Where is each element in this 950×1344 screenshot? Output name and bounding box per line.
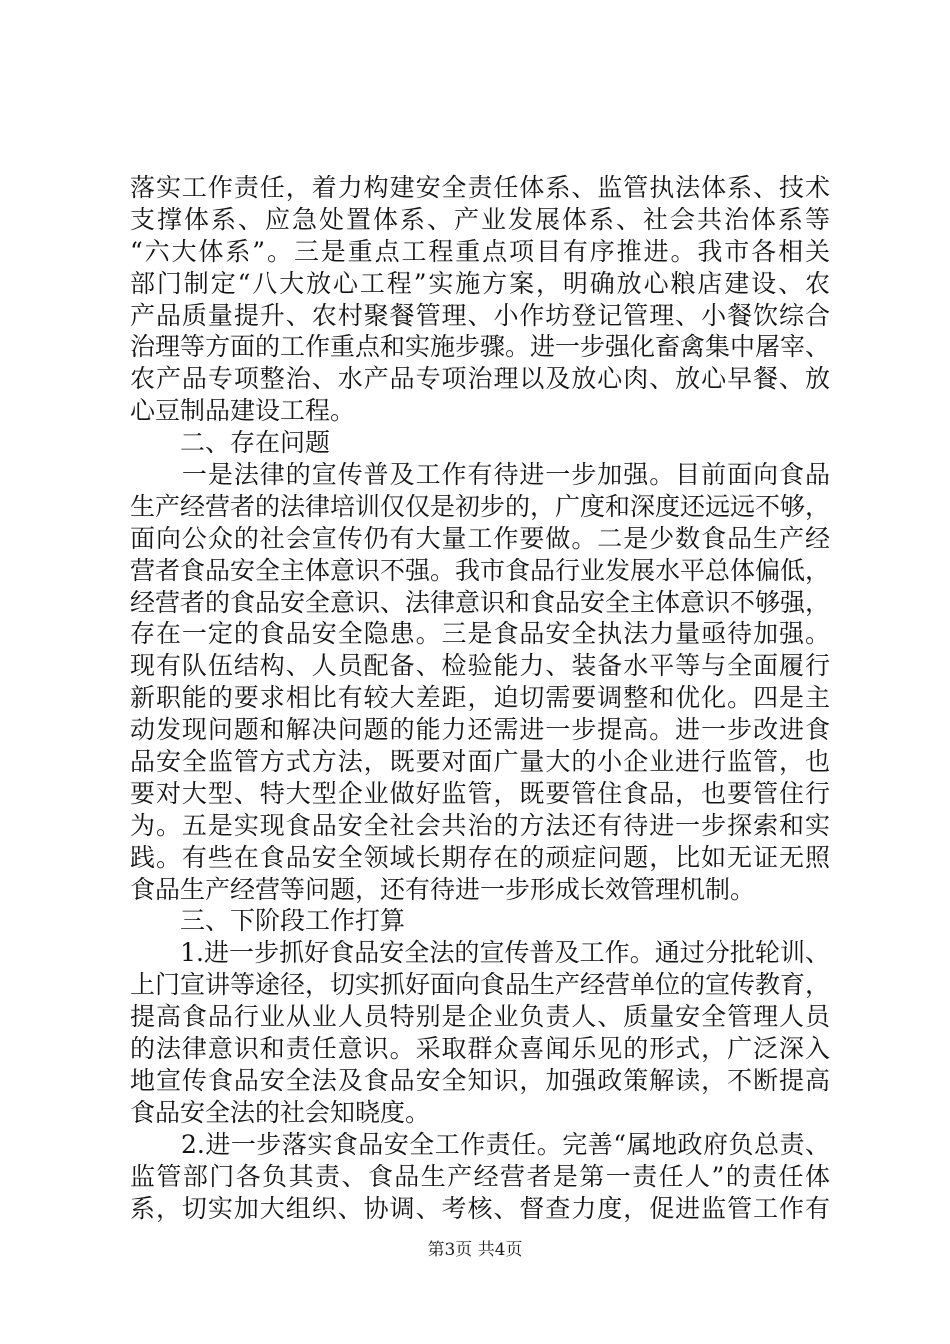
text-line: 食品生产经营等问题，还有待进一步形成长效管理机制。 xyxy=(130,874,756,904)
text-line: 一是法律的宣传普及工作有待进一步加强。目前面向食品 xyxy=(130,460,830,490)
text-line: 1.进一步抓好食品安全法的宣传普及工作。通过分批轮训、 xyxy=(130,938,830,968)
text-line: 品安全监管方式方法，既要对面广量大的小企业进行监管，也 xyxy=(130,747,830,777)
text-line: 要对大型、特大型企业做好监管，既要管住食品，也要管住行 xyxy=(130,778,830,808)
text-line: 部门制定“八大放心工程”实施方案，明确放心粮店建设、农 xyxy=(130,268,830,298)
text-line: 面向公众的社会宣传仍有大量工作要做。二是少数食品生产经 xyxy=(130,523,830,553)
text-line: 治理等方面的工作重点和实施步骤。进一步强化畜禽集中屠宰、 xyxy=(130,332,831,362)
text-line: 落实工作责任，着力构建安全责任体系、监管执法体系、技术 xyxy=(130,173,830,202)
text-line: 动发现问题和解决问题的能力还需进一步提高。进一步改进食 xyxy=(130,715,830,745)
text-line: 的法律意识和责任意识。采取群众喜闻乐见的形式，广泛深入 xyxy=(130,1034,830,1064)
text-line: 提高食品行业从业人员特别是企业负责人、质量安全管理人员 xyxy=(130,1002,830,1032)
text-line: 现有队伍结构、人员配备、检验能力、装备水平等与全面履行 xyxy=(130,651,830,681)
document-body xyxy=(130,172,830,1224)
page-footer: 第3页 共4页 xyxy=(427,1240,523,1260)
text-line: 营者食品安全主体意识不强。我市食品行业发展水平总体偏低， xyxy=(130,555,831,585)
text-line: 产品质量提升、农村聚餐管理、小作坊登记管理、小餐饮综合 xyxy=(130,300,830,330)
text-line: 上门宣讲等途径，切实抓好面向食品生产经营单位的宣传教育， xyxy=(130,970,831,1000)
text-line: 二、存在问题 xyxy=(130,428,331,458)
text-line: 生产经营者的法律培训仅仅是初步的，广度和深度还远远不够， xyxy=(130,491,831,521)
text-line: 食品安全法的社会知晓度。 xyxy=(130,1097,431,1127)
text-line: 2.进一步落实食品安全工作责任。完善“属地政府负总责、 xyxy=(130,1129,830,1159)
text-line: 三、下阶段工作打算 xyxy=(130,906,406,936)
text-line: 支撑体系、应急处置体系、产业发展体系、社会共治体系等 xyxy=(130,204,830,234)
text-line: 地宣传食品安全法及食品安全知识，加强政策解读，不断提高 xyxy=(130,1065,830,1095)
text-line: 践。有些在食品安全领域长期存在的顽症问题，比如无证无照 xyxy=(130,842,830,872)
text-line: “六大体系”。三是重点工程重点项目有序推进。我市各相关 xyxy=(130,236,830,266)
text-line: 存在一定的食品安全隐患。三是食品安全执法力量亟待加强。 xyxy=(130,619,830,649)
text-line: 系，切实加大组织、协调、考核、督查力度，促进监管工作有 xyxy=(130,1193,830,1223)
text-line: 经营者的食品安全意识、法律意识和食品安全主体意识不够强， xyxy=(130,587,831,617)
text-line: 心豆制品建设工程。 xyxy=(130,396,356,426)
text-line: 为。五是实现食品安全社会共治的方法还有待进一步探索和实 xyxy=(130,810,830,840)
text-line: 新职能的要求相比有较大差距，迫切需要调整和优化。四是主 xyxy=(130,683,830,713)
text-line: 监管部门各负其责、食品生产经营者是第一责任人”的责任体 xyxy=(130,1161,830,1191)
text-line: 农产品专项整治、水产品专项治理以及放心肉、放心早餐、放 xyxy=(130,364,830,394)
